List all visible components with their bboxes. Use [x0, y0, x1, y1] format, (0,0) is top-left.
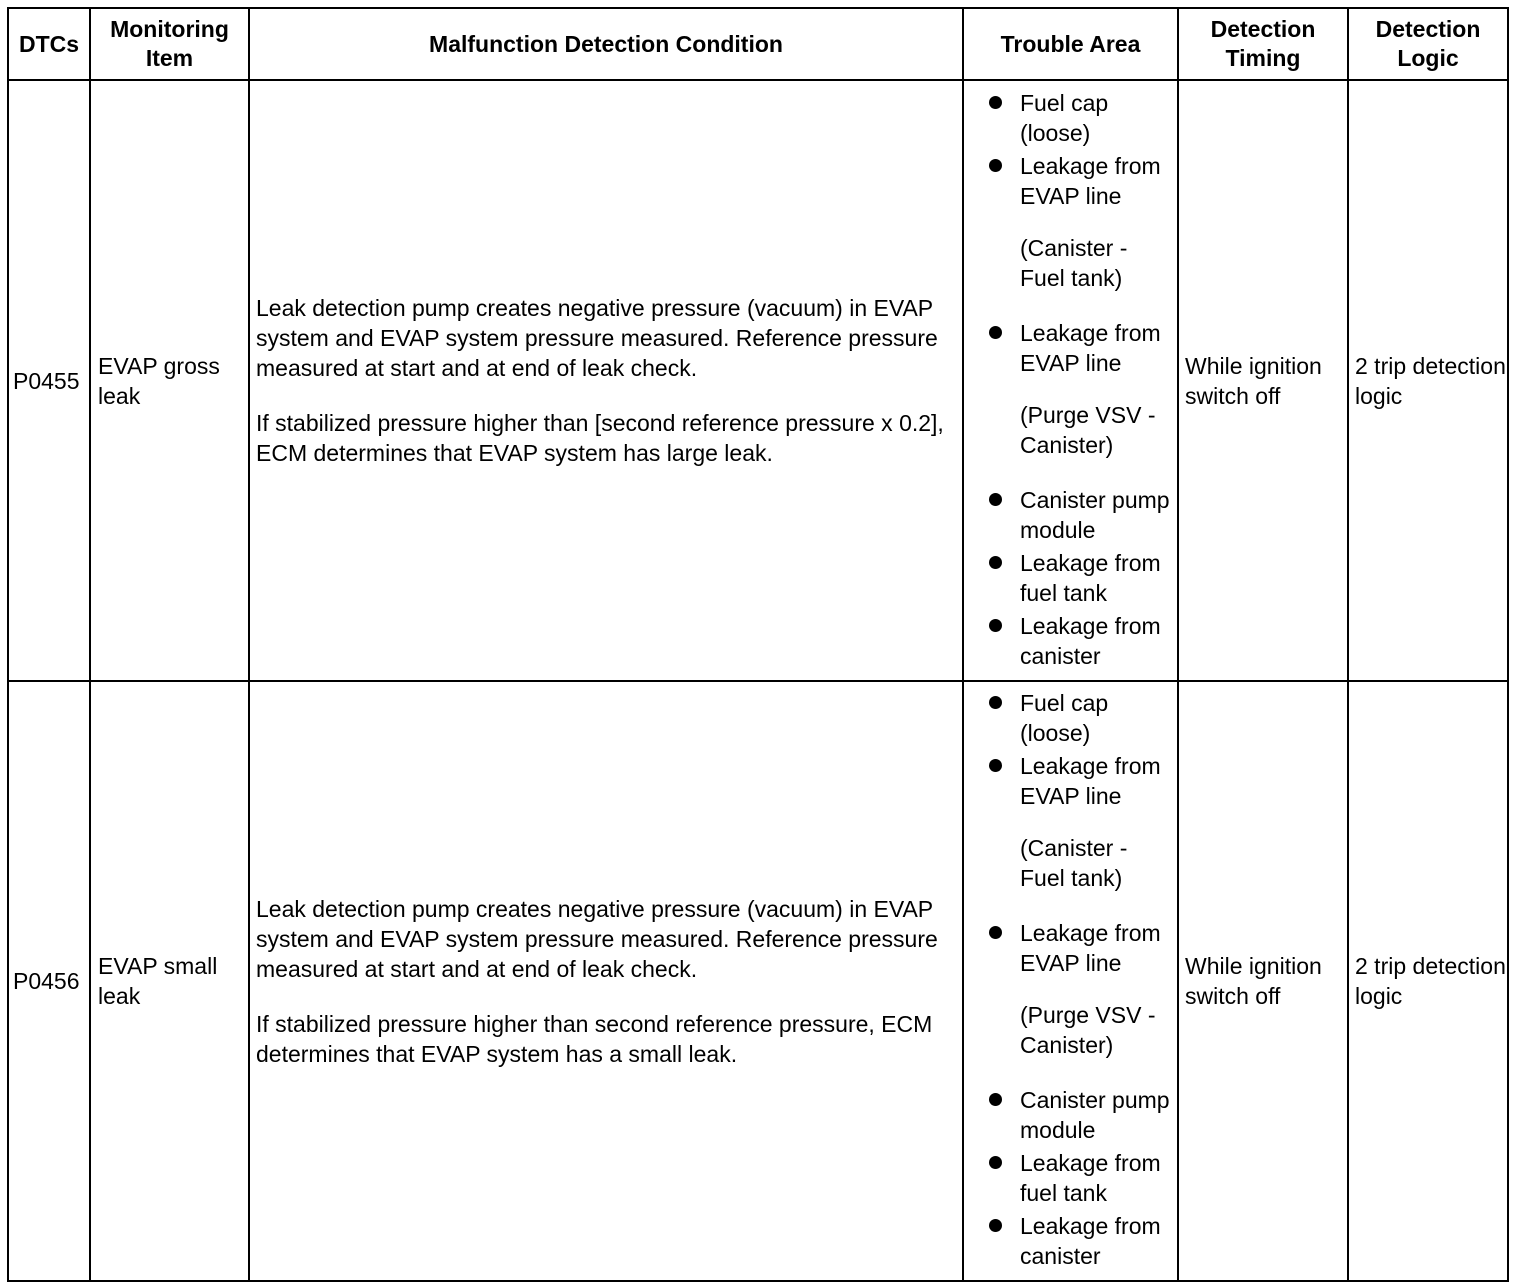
header-row [8, 8, 1508, 80]
trouble-text: Leakage from canister [1020, 612, 1161, 669]
detection-timing: While ignition switch off [1178, 80, 1348, 681]
trouble-item [986, 751, 1173, 811]
bullet-icon [989, 1093, 1002, 1106]
trouble-list [986, 88, 1173, 671]
trouble-item [986, 918, 1173, 978]
bullet-icon [989, 619, 1002, 632]
detection-timing: While ignition switch off [1178, 681, 1348, 1281]
trouble-text: Fuel cap (loose) [1020, 89, 1109, 146]
table-row [8, 681, 1508, 1281]
trouble-text: Leakage from EVAP line [1020, 152, 1161, 209]
trouble-item [986, 1085, 1173, 1145]
dtc-code: P0456 [8, 681, 90, 1281]
trouble-text: (Canister - Fuel tank) [1020, 234, 1128, 291]
trouble-text: Leakage from EVAP line [1020, 319, 1161, 376]
condition-paragraph: If stabilized pressure higher than second reference pressure, ECM determines that EVAP system has a small leak. [256, 1010, 933, 1067]
trouble-list [986, 688, 1173, 1271]
header-monitoring-item: Monitoring Item [90, 8, 249, 80]
header-trouble-area: Trouble Area [963, 8, 1178, 80]
trouble-text: Leakage from fuel tank [1020, 549, 1161, 606]
monitoring-item: EVAP gross leak [90, 80, 249, 681]
detection-logic: 2 trip detection logic [1348, 80, 1508, 681]
detection-logic: 2 trip detection logic [1348, 681, 1508, 1281]
trouble-item [986, 548, 1173, 608]
trouble-item [986, 1148, 1173, 1208]
trouble-text: Leakage from EVAP line [1020, 920, 1161, 976]
trouble-text: Canister pump module [1020, 486, 1170, 543]
trouble-text: Leakage from canister [1020, 1213, 1161, 1269]
trouble-item [986, 485, 1173, 545]
bullet-icon [989, 1219, 1002, 1232]
trouble-text: Canister pump module [1020, 1087, 1170, 1143]
trouble-text: Leakage from fuel tank [1020, 1150, 1161, 1206]
bullet-icon [989, 96, 1002, 109]
dtc-table [7, 7, 1509, 1282]
trouble-item [986, 688, 1173, 748]
bullet-icon [989, 696, 1002, 709]
condition-paragraph: Leak detection pump creates negative pressure (vacuum) in EVAP system and EVAP system pressure measured. Reference pressure measured at start and at end of leak check. [256, 895, 938, 982]
trouble-text: (Purge VSV - Canister) [1020, 1002, 1156, 1058]
trouble-note [986, 233, 1173, 293]
trouble-note [986, 833, 1173, 893]
header-dtcs: DTCs [8, 8, 90, 80]
trouble-note [986, 1000, 1173, 1060]
header-detection-logic: Detection Logic [1348, 8, 1508, 80]
trouble-area [963, 681, 1178, 1281]
monitoring-item: EVAP small leak [90, 681, 249, 1281]
bullet-icon [989, 326, 1002, 339]
header-detection-timing: Detection Timing [1178, 8, 1348, 80]
trouble-text: Leakage from EVAP line [1020, 753, 1161, 809]
condition-paragraph: Leak detection pump creates negative pressure (vacuum) in EVAP system and EVAP system pressure measured. Reference pressure measured at start and at end of leak check. [256, 295, 938, 381]
bullet-icon [989, 1156, 1002, 1169]
trouble-note [986, 400, 1173, 460]
trouble-item [986, 1211, 1173, 1271]
trouble-item [986, 151, 1173, 211]
trouble-text: Fuel cap (loose) [1020, 690, 1109, 746]
table-row [8, 80, 1508, 681]
detection-condition [249, 80, 963, 681]
dtc-code: P0455 [8, 80, 90, 681]
trouble-text: (Canister - Fuel tank) [1020, 835, 1128, 891]
trouble-item [986, 318, 1173, 378]
trouble-text: (Purge VSV - Canister) [1020, 401, 1156, 458]
header-condition: Malfunction Detection Condition [249, 8, 963, 80]
condition-paragraph: If stabilized pressure higher than [second reference pressure x 0.2], ECM determines that EVAP system has large leak. [256, 410, 944, 466]
detection-condition [249, 681, 963, 1281]
trouble-area [963, 80, 1178, 681]
bullet-icon [989, 159, 1002, 172]
bullet-icon [989, 759, 1002, 772]
trouble-item [986, 611, 1173, 671]
bullet-icon [989, 926, 1002, 939]
bullet-icon [989, 556, 1002, 569]
trouble-item [986, 88, 1173, 148]
bullet-icon [989, 493, 1002, 506]
